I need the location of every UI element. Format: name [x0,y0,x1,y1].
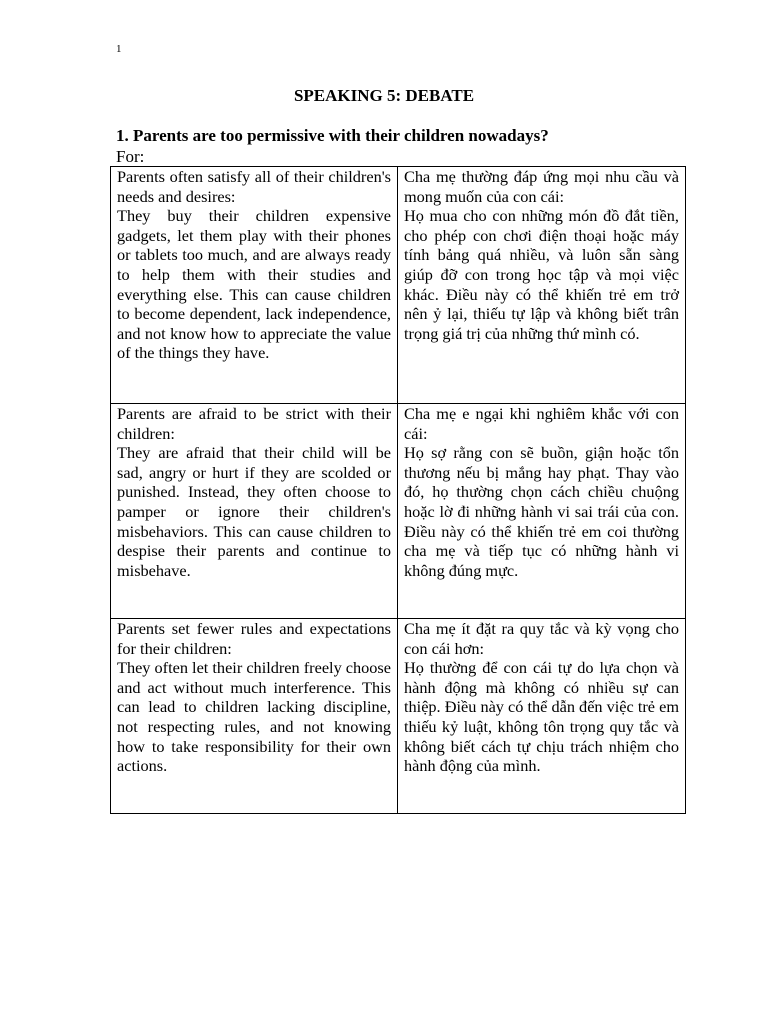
argument-body-en: They buy their children expensive gadgets, let them play with their phones or tablets too much, and are always ready to help them with their studies and everything else. This can cause children to become dependent, lack independence, and not know how to appreciate the value of the things they have. [117,206,391,363]
side-label: For: [116,147,145,166]
argument-body-vi: Họ sợ rằng con sẽ buồn, giận hoặc tổn thương nếu bị mắng hay phạt. Thay vào đó, họ thường chọn cách chiều chuộng hoặc lờ đi những hành vi sai trái của con. Điều này có thể khiến trẻ em coi thường cha mẹ và tiếp tục có những hành vi không đúng mực. [404,443,679,580]
argument-heading-vi: Cha mẹ ít đặt ra quy tắc và kỳ vọng cho con cái hơn: [404,619,679,658]
vietnamese-argument-cell [398,404,686,619]
argument-row [111,167,686,404]
argument-heading-vi: Cha mẹ e ngại khi nghiêm khắc với con cái: [404,404,679,443]
argument-heading-en: Parents set fewer rules and expectations for their children: [117,619,391,658]
english-argument-cell [111,167,398,404]
english-argument-cell [111,404,398,619]
debate-question: 1. Parents are too permissive with their children nowadays? [116,126,549,145]
vietnamese-argument-cell [398,167,686,404]
argument-heading-vi: Cha mẹ thường đáp ứng mọi nhu cầu và mong muốn của con cái: [404,167,679,206]
argument-body-en: They are afraid that their child will be sad, angry or hurt if they are scolded or punished. Instead, they often choose to pamper or ignore their children's misbehaviors. This can cause children to despise their parents and continue to misbehave. [117,443,391,580]
page-number: 1 [116,43,122,55]
argument-heading-en: Parents are afraid to be strict with their children: [117,404,391,443]
argument-body-en: They often let their children freely choose and act without much interference. This can lead to children lacking discipline, not respecting rules, and not knowing how to take responsibility for their own actions. [117,658,391,776]
argument-body-vi: Họ mua cho con những món đồ đắt tiền, cho phép con chơi điện thoại hoặc máy tính bảng quá nhiều, và luôn sẵn sàng giúp đỡ con trong học tập và mọi việc khác. Điều này có thể khiến trẻ em trở nên ỷ lại, thiếu tự lập và không biết trân trọng giá trị của những thứ mình có. [404,206,679,343]
argument-heading-en: Parents often satisfy all of their children's needs and desires: [117,167,391,206]
argument-table [110,166,686,814]
vietnamese-argument-cell [398,619,686,814]
argument-row [111,404,686,619]
argument-row [111,619,686,814]
english-argument-cell [111,619,398,814]
argument-body-vi: Họ thường để con cái tự do lựa chọn và hành động mà không có nhiều sự can thiệp. Điều này có thể dẫn đến việc trẻ em thiếu kỷ luật, không tôn trọng quy tắc và không biết cách tự chịu trách nhiệm cho hành động của mình. [404,658,679,776]
document-title: SPEAKING 5: DEBATE [293,86,475,105]
